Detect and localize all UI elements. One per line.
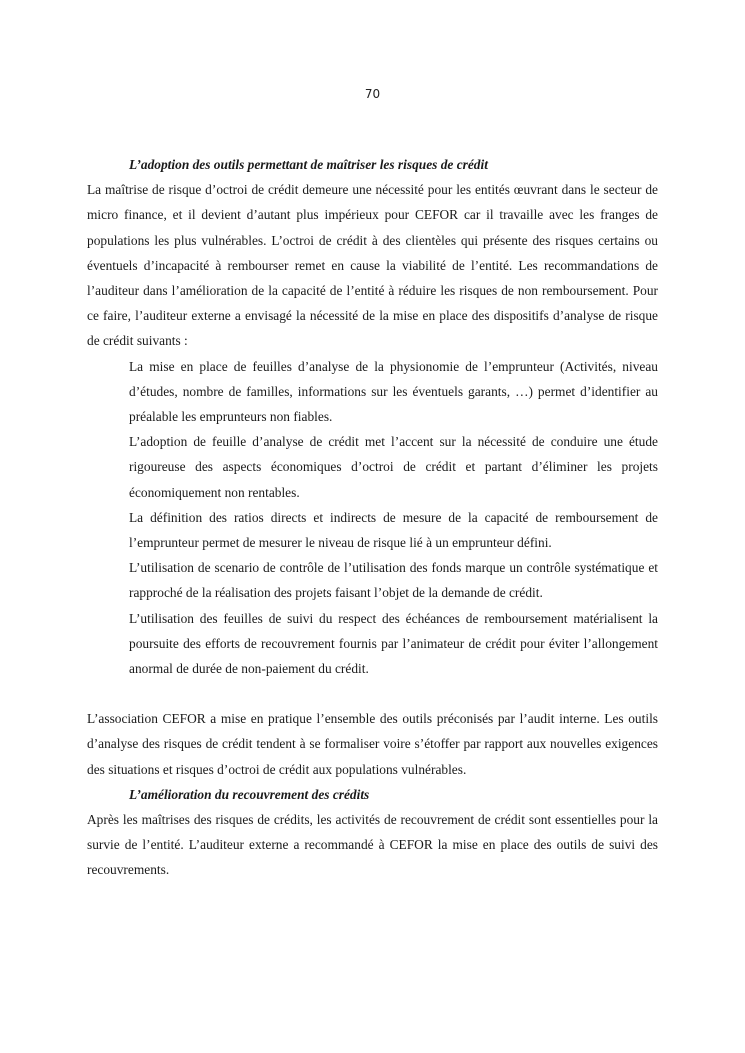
document-body <box>87 152 658 883</box>
section-heading-credit-risk-tools: L’adoption des outils permettant de maîtriser les risques de crédit <box>129 157 488 172</box>
section-heading-recovery: L’amélioration du recouvrement des crédits <box>129 786 370 802</box>
conclusion-paragraph: L’association CEFOR a mise en pratique l’ensemble des outils préconisés par l’audit interne. Les outils d’analyse des risques de crédit tendent à se formaliser voire s’étoffer par rapport aux nouvelles exigences des situations et risques d’octroi de crédit aux populations vulnérables. <box>87 711 658 777</box>
page-number: 70 <box>364 87 381 101</box>
risk-tools-list <box>87 354 658 682</box>
list-item: L’utilisation des feuilles de suivi du respect des échéances de remboursement matérialisent la poursuite des efforts de recouvrement fournis par l’animateur de crédit pour éviter l’allongement anormal de durée de non-paiement du crédit. <box>129 610 658 677</box>
list-item: La définition des ratios directs et indirects de mesure de la capacité de remboursement de l’emprunteur permet de mesurer le niveau de risque lié à un emprunteur défini. <box>129 509 658 551</box>
list-item: L’adoption de feuille d’analyse de crédit met l’accent sur la nécessité de conduire une étude rigoureuse des aspects économiques d’octroi de crédit et partant d’éliminer les projets économiquement non rentables. <box>129 434 658 500</box>
paragraph-spacer <box>87 681 658 706</box>
list-item: L’utilisation de scenario de contrôle de l’utilisation des fonds marque un contrôle systématique et rapproché de la réalisation des projets faisant l’objet de la demande de crédit. <box>129 560 658 601</box>
list-item: La mise en place de feuilles d’analyse de la physionomie de l’emprunteur (Activités, niveau d’études, nombre de familles, informations sur les éventuels garants, …) permet d’identifier au préalable les emprunteurs non fiables. <box>129 358 658 425</box>
recovery-paragraph: Après les maîtrises des risques de crédits, les activités de recouvrement de crédit sont essentielles pour la survie de l’entité. L’auditeur externe a recommandé à CEFOR la mise en place des outils de suivi des recouvrements. <box>87 812 658 878</box>
intro-paragraph: La maîtrise de risque d’octroi de crédit demeure une nécessité pour les entités œuvrant dans le secteur de micro finance, et il devient d’autant plus impérieux pour CEFOR car il travaille avec les franges de populations les plus vulnérables. L’octroi de crédit à des clientèles qui présente des risques certains ou éventuels d’incapacité à rembourser remet en cause la viabilité de l’entité. Les recommandations de l’auditeur dans l’amélioration de la capacité de l’entité à réduire les risques de non remboursement. Pour ce faire, l’auditeur externe a envisagé la nécessité de la mise en place des dispositifs d’analyse de risque de crédit suivants : <box>87 182 658 349</box>
